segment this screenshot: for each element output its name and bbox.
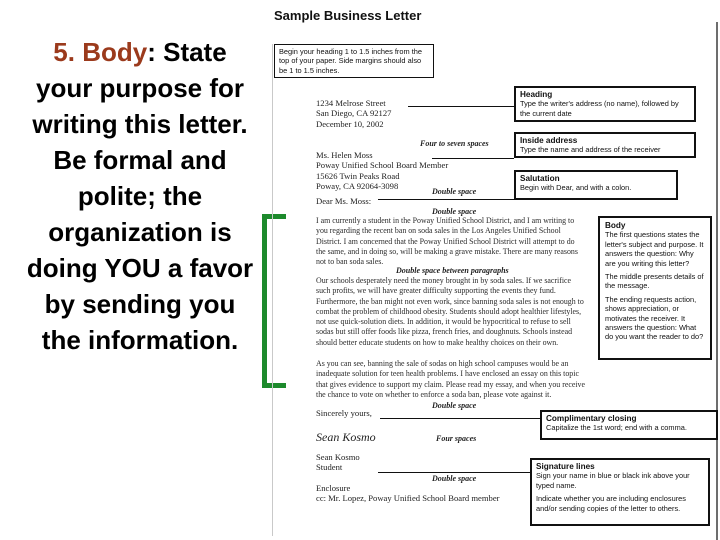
- handwritten-signature: Sean Kosmo: [316, 430, 376, 444]
- date-line: December 10, 2002: [316, 118, 384, 129]
- body-paragraph-1: I am currently a student in the Poway Unified School District, and I am writing to you regarding the recent ban on soda sales in the Los Angeles Unified School District. I am concerned that the Poway Unified School District will attempt to do the same, and in doing so, will be making a grave mistake. There are many reasons not to ban soda sales.: [316, 216, 578, 267]
- callout-title: Heading: [520, 90, 553, 99]
- callout-title: Signature lines: [536, 462, 595, 471]
- address-line: San Diego, CA 92127: [316, 108, 392, 119]
- address-line: Poway Unified School Board Member: [316, 160, 449, 171]
- pointer-line: [378, 472, 530, 473]
- closing-line: Sincerely yours,: [316, 408, 372, 418]
- spacing-note: Four spaces: [436, 434, 477, 443]
- heading-note-box: [274, 44, 434, 78]
- callout-title: Inside address: [520, 136, 578, 145]
- pointer-line: [380, 418, 540, 419]
- page-edge-right: [716, 22, 718, 540]
- callout-text: Indicate whether you are including enclosures and/or sending copies of the letter to others.: [536, 494, 686, 513]
- enclosure-line: Enclosure: [316, 483, 351, 493]
- callout-title: Salutation: [520, 174, 560, 183]
- body-paragraph-3: As you can see, banning the sale of sodas on high school campuses would be an inadequate solution for teen health problems. I have enclosed an essay on this topic that gives evidence to support my claim. Please read my essay, and when you receive the chance to vote on whether to enforce a soda ban, please vote against it.: [316, 359, 585, 399]
- callout-title: Body: [605, 221, 626, 230]
- inside-address: [316, 150, 448, 192]
- callout-title: Complimentary closing: [546, 414, 637, 423]
- callout-text: The middle presents details of the message.: [605, 272, 704, 291]
- callout-text: The ending requests action, shows appreciation, or motivates the receiver. It answers the question: What do you want the reader to do?: [605, 294, 704, 342]
- callout-heading: [514, 86, 696, 122]
- callout-body: [598, 216, 712, 360]
- address-line: 1234 Melrose Street: [316, 98, 386, 108]
- typed-name-line: Sean Kosmo: [316, 452, 360, 462]
- address-line: 15626 Twin Peaks Road: [316, 170, 400, 181]
- sender-address: [316, 98, 391, 129]
- pointer-line: [432, 158, 514, 159]
- salutation-line: Dear Ms. Moss:: [316, 196, 372, 206]
- spacing-note: Double space: [432, 207, 477, 216]
- callout-text: Type the writer's address (no name), followed by the current date: [520, 99, 679, 118]
- letter-title: Sample Business Letter: [274, 8, 422, 23]
- section-label: 5. Body: [53, 37, 148, 67]
- body-paragraph-2: Our schools desperately need the money brought in by soda sales. If we sacrifice such profits, we will have greater difficulty supporting the events they fund. Furthermore, the ban might not even work, since banning soda sales is not enough to combat the problem of childhood obesity. Students should adopt healthier lifestyles, not use quick-solution diets. In addition, it would be hypocritical to refuse to sell sodas but still offer foods like pizza, french fries, and doughnuts. Schools instead should better educate students on how to make healthy choices on their own.: [316, 276, 584, 347]
- spacing-note: Double space: [432, 474, 477, 483]
- pointer-line: [378, 199, 514, 200]
- callout-inside-address: [514, 132, 696, 158]
- callout-signature: [530, 458, 710, 526]
- callout-salutation: [514, 170, 678, 200]
- pointer-line: [408, 106, 514, 107]
- callout-text: Capitalize the 1st word; end with a comma.: [546, 423, 687, 433]
- address-line: Ms. Helen Moss: [316, 150, 373, 160]
- spacing-note: Four to seven spaces: [420, 139, 489, 148]
- address-line: Poway, CA 92064-3098: [316, 181, 399, 192]
- cc-line: cc: Mr. Lopez, Poway Unified School Board member: [316, 493, 500, 503]
- callout-text: Type the name and address of the receiver: [520, 145, 661, 155]
- spacing-note: Double space: [432, 187, 477, 196]
- typed-name: [316, 452, 360, 473]
- slide-description: [22, 34, 258, 358]
- callout-text: The first questions states the letter's subject and purpose. It answers the question: Why are you writing this letter?: [605, 230, 704, 268]
- typed-title-line: Student: [316, 462, 343, 473]
- heading-note-text: Begin your heading 1 to 1.5 inches from the top of your paper. Side margins should also be 1 to 1.5 inches.: [279, 47, 422, 75]
- callout-text: Sign your name in blue or black ink above your typed name.: [536, 471, 690, 490]
- spacing-note: Double space: [432, 401, 477, 410]
- callout-text: Begin with Dear, and with a colon.: [520, 183, 632, 193]
- section-text: : State your purpose for writing this letter. Be formal and polite; the organization is doing YOU a favor by sending you the information.: [26, 37, 254, 355]
- spacing-note: Double space between paragraphs: [396, 266, 509, 275]
- callout-closing: [540, 410, 718, 440]
